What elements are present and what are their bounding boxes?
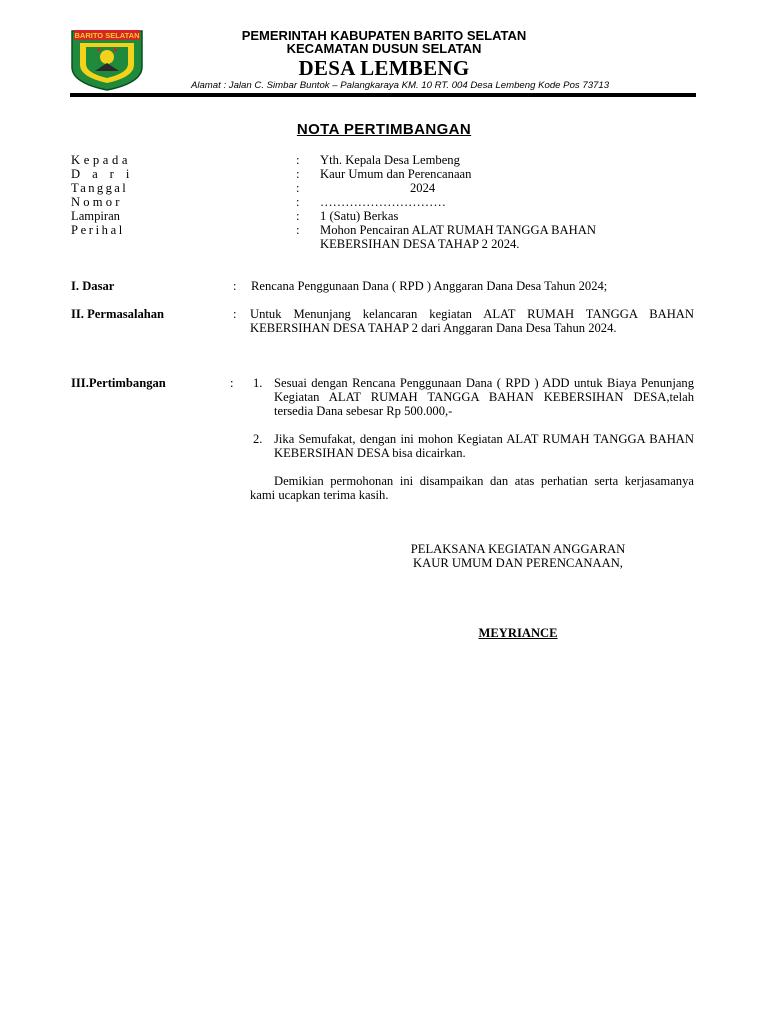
kepada-colon: : [296, 153, 300, 167]
address-line: Alamat : Jalan C. Simbar Buntok – Palangkaraya KM. 10 RT. 004 Desa Lembeng Kode Pos 73713 [190, 80, 610, 91]
permasalahan-label: II. Permasalahan [71, 307, 165, 321]
item-2-number: 2. [253, 432, 263, 446]
item-2-text: Jika Semufakat, dengan ini mohon Kegiatan ALAT RUMAH TANGGA BAHAN KEBERSIHAN DESA bisa dicairkan. [274, 432, 694, 460]
dari-colon: : [296, 167, 300, 181]
dari-value: Kaur Umum dan Perencanaan [320, 167, 472, 181]
perihal-value: Mohon Pencairan ALAT RUMAH TANGGA BAHAN KEBERSIHAN DESA TAHAP 2 2024. [320, 223, 596, 251]
pertimbangan-colon: : [230, 376, 234, 390]
village-name: DESA LEMBENG [298, 56, 470, 80]
item-1-text: Sesuai dengan Rencana Penggunaan Dana ( RPD ) ADD untuk Biaya Penunjang Kegiatan ALAT RUMAH TANGGA BAHAN KEBERSIHAN DESA,telah tersedia Dana sebesar Rp 500.000,- [274, 376, 694, 418]
dasar-text: Rencana Penggunaan Dana ( RPD ) Anggaran Dana Desa Tahun 2024; [251, 279, 608, 293]
government-line: PEMERINTAH KABUPATEN BARITO SELATAN [241, 28, 527, 43]
kepada-label: Kepada [71, 153, 132, 167]
nomor-colon: : [296, 195, 300, 209]
dari-label: Dari [71, 167, 142, 181]
closing-paragraph: Demikian permohonan ini disampaikan dan atas perhatian serta kerjasamanya kami ucapkan terima kasih. [250, 474, 694, 502]
permasalahan-colon: : [233, 307, 237, 321]
logo-text: BARITO SELATAN [74, 31, 140, 40]
nomor-label: Nomor [71, 195, 123, 209]
dasar-colon: : [233, 279, 237, 293]
lampiran-label: Lampiran [71, 209, 120, 223]
signature-office: KAUR UMUM DAN PERENCANAAN, [413, 556, 623, 570]
pertimbangan-label: III.Pertimbangan [71, 376, 166, 390]
tanggal-colon: : [296, 181, 300, 195]
dasar-label: I. Dasar [71, 279, 115, 293]
lampiran-value: 1 (Satu) Berkas [320, 209, 399, 223]
tanggal-label: Tanggal [71, 181, 129, 195]
header-divider [70, 93, 696, 97]
signature-position: PELAKSANA KEGIATAN ANGGARAN [410, 542, 626, 556]
perihal-label: Perihal [71, 223, 125, 237]
tanggal-value: 2024 [410, 181, 436, 195]
regency-logo [70, 27, 144, 91]
document-title: NOTA PERTIMBANGAN [296, 121, 472, 138]
permasalahan-text: Untuk Menunjang kelancaran kegiatan ALAT RUMAH TANGGA BAHAN KEBERSIHAN DESA TAHAP 2 dari Anggaran Dana Desa Tahun 2024. [250, 307, 694, 335]
district-line: KECAMATAN DUSUN SELATAN [286, 41, 482, 56]
item-1-number: 1. [253, 376, 263, 390]
nomor-value: ………………………… [320, 195, 446, 209]
lampiran-colon: : [296, 209, 300, 223]
perihal-colon: : [296, 223, 300, 237]
kepada-value: Yth. Kepala Desa Lembeng [320, 153, 460, 167]
signatory-name: MEYRIANCE [478, 626, 558, 640]
